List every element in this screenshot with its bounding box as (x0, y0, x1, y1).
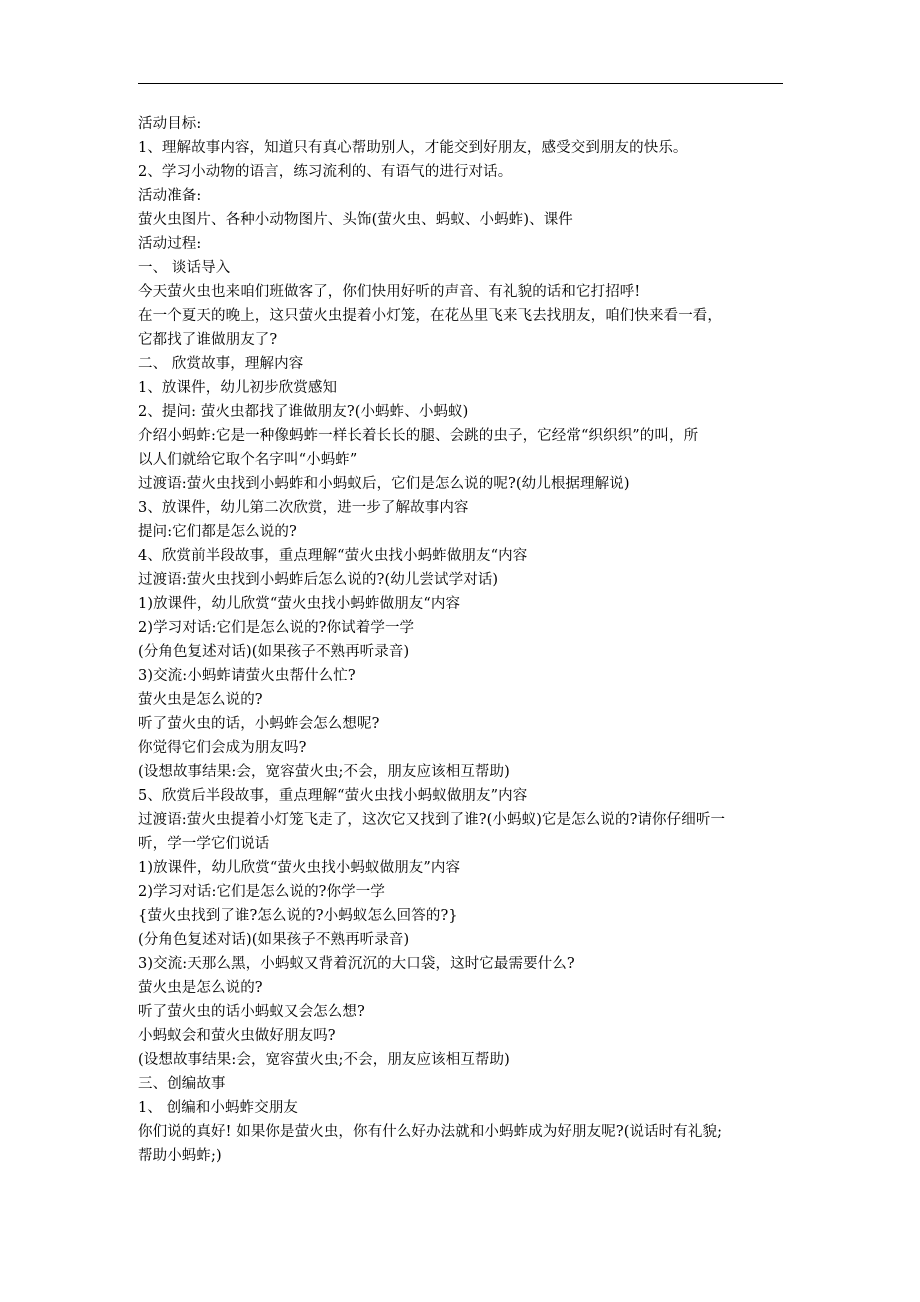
text-line: 1、放课件，幼儿初步欣赏感知 (138, 380, 338, 396)
text-line: 过渡语:萤火虫找到小蚂蚱后怎么说的?(幼儿尝试学对话) (138, 572, 499, 588)
text-line: 2、提问: 萤火虫都找了谁做朋友?(小蚂蚱、小蚂蚁) (138, 404, 469, 420)
text-line: 听，学一学它们说话 (138, 836, 270, 852)
text-line: 提问:它们都是怎么说的? (138, 524, 297, 540)
text-line: 活动目标: (138, 116, 202, 132)
text-line: 萤火虫是怎么说的? (138, 980, 263, 996)
text-line: (设想故事结果:会，宽容萤火虫;不会，朋友应该相互帮助) (138, 764, 510, 780)
text-line: 1、 创编和小蚂蚱交朋友 (138, 1100, 299, 1116)
text-line: {萤火虫找到了谁?怎么说的?小蚂蚁怎么回答的?} (138, 908, 458, 924)
text-line: 活动过程: (138, 236, 202, 252)
text-line: 二、 欣赏故事，理解内容 (138, 356, 304, 372)
text-line: 介绍小蚂蚱:它是一种像蚂蚱一样长着长长的腿、会跳的虫子，它经常“织织织”的叫，所 (138, 428, 699, 444)
text-line: 2)学习对话:它们是怎么说的?你学一学 (138, 884, 385, 900)
text-line: 小蚂蚁会和萤火虫做好朋友吗? (138, 1028, 336, 1044)
text-line: 三、创编故事 (138, 1076, 226, 1092)
text-line: 1、理解故事内容，知道只有真心帮助别人，才能交到好朋友，感受交到朋友的快乐。 (138, 140, 688, 156)
text-line: 过渡语:萤火虫提着小灯笼飞走了，这次它又找到了谁?(小蚂蚁)它是怎么说的?请你仔细听一 (138, 812, 726, 828)
text-line: 在一个夏天的晚上，这只萤火虫提着小灯笼，在花丛里飞来飞去找朋友，咱们快来看一看， (138, 308, 722, 324)
text-line: 活动准备: (138, 188, 202, 204)
text-line: (设想故事结果:会，宽容萤火虫;不会，朋友应该相互帮助) (138, 1052, 510, 1068)
text-line: 你觉得它们会成为朋友吗? (138, 740, 307, 756)
text-line: 3)交流:小蚂蚱请萤火虫帮什么忙? (138, 668, 356, 684)
text-line: 帮助小蚂蚱;) (138, 1148, 222, 1164)
text-line: 萤火虫图片、各种小动物图片、头饰(萤火虫、蚂蚁、小蚂蚱)、课件 (138, 212, 573, 228)
text-line: 它都找了谁做朋友了? (138, 332, 278, 348)
text-line: 4、欣赏前半段故事，重点理解“萤火虫找小蚂蚱做朋友“内容 (138, 548, 528, 564)
text-line: 3)交流:天那么黑，小蚂蚁又背着沉沉的大口袋，这时它最需要什么? (138, 956, 575, 972)
header-rule (138, 83, 783, 84)
text-line: 2、学习小动物的语言，练习流利的、有语气的进行对话。 (138, 164, 513, 180)
text-line: 2)学习对话:它们是怎么说的?你试着学一学 (138, 620, 415, 636)
text-line: 今天萤火虫也来咱们班做客了，你们快用好听的声音、有礼貌的话和它打招呼! (138, 284, 641, 300)
text-line: 3、放课件，幼儿第二次欣赏，进一步了解故事内容 (138, 500, 469, 516)
text-line: 1)放课件，幼儿欣赏“萤火虫找小蚂蚁做朋友”内容 (138, 860, 461, 876)
text-line: 过渡语:萤火虫找到小蚂蚱和小蚂蚁后，它们是怎么说的呢?(幼儿根据理解说) (138, 476, 630, 492)
text-line: (分角色复述对话)(如果孩子不熟再听录音) (138, 932, 410, 948)
text-line: (分角色复述对话)(如果孩子不熟再听录音) (138, 644, 410, 660)
text-line: 以人们就给它取个名字叫“小蚂蚱” (138, 452, 358, 468)
text-line: 1)放课件，幼儿欣赏“萤火虫找小蚂蚱做朋友“内容 (138, 596, 461, 612)
text-line: 一、 谈话导入 (138, 260, 231, 276)
text-line: 萤火虫是怎么说的? (138, 692, 263, 708)
text-line: 听了萤火虫的话小蚂蚁又会怎么想? (138, 1004, 365, 1020)
text-line: 听了萤火虫的话，小蚂蚱会怎么想呢? (138, 716, 380, 732)
text-line: 你们说的真好! 如果你是萤火虫，你有什么好办法就和小蚂蚱成为好朋友呢?(说话时有礼貌; (138, 1124, 723, 1140)
text-line: 5、欣赏后半段故事，重点理解“萤火虫找小蚂蚁做朋友”内容 (138, 788, 528, 804)
document-body (138, 112, 786, 1168)
